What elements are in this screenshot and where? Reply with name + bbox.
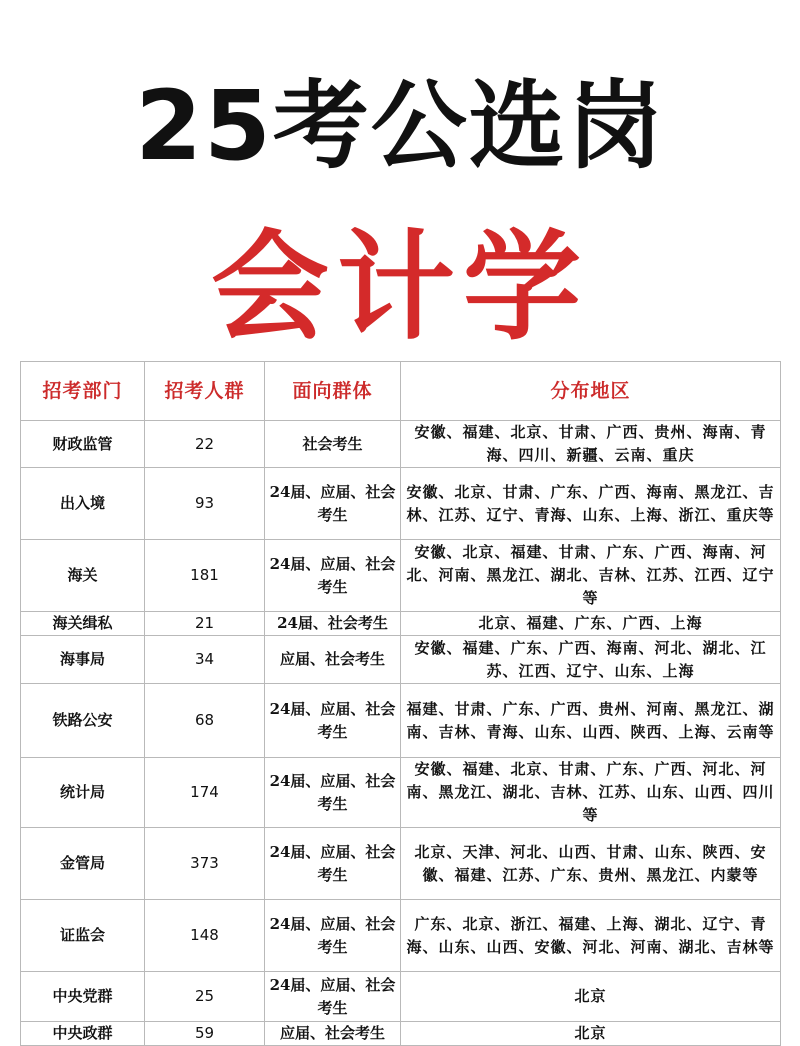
table-row (21, 684, 781, 758)
dept-cell: 中央党群 (21, 972, 145, 1022)
header-dept: 招考部门 (21, 362, 145, 421)
group-cell: 24届、应届、社会考生 (265, 468, 401, 540)
table-row (21, 468, 781, 540)
table-row (21, 1022, 781, 1046)
count-cell: 21 (145, 612, 265, 636)
header-region: 分布地区 (401, 362, 781, 421)
group-cell: 24届、应届、社会考生 (265, 540, 401, 612)
count-cell: 373 (145, 828, 265, 900)
dept-cell: 铁路公安 (21, 684, 145, 758)
dept-cell: 财政监管 (21, 421, 145, 468)
region-cell: 北京、福建、广东、广西、上海 (401, 612, 781, 636)
group-cell: 24届、社会考生 (265, 612, 401, 636)
group-cell: 24届、应届、社会考生 (265, 900, 401, 972)
dept-cell: 海关缉私 (21, 612, 145, 636)
group-cell: 社会考生 (265, 421, 401, 468)
region-cell: 北京、天津、河北、山西、甘肃、山东、陕西、安徽、福建、江苏、广东、贵州、黑龙江、内蒙等 (401, 828, 781, 900)
dept-cell: 海关 (21, 540, 145, 612)
region-cell: 安徽、福建、北京、甘肃、广东、广西、河北、河南、黑龙江、湖北、吉林、江苏、山东、山西、四川等 (401, 758, 781, 828)
count-cell: 34 (145, 636, 265, 684)
dept-cell: 统计局 (21, 758, 145, 828)
region-cell: 北京 (401, 972, 781, 1022)
region-cell: 安徽、福建、广东、广西、海南、河北、湖北、江苏、江西、辽宁、山东、上海 (401, 636, 781, 684)
page-subtitle: 会计学 (210, 218, 589, 356)
header-count: 招考人群 (145, 362, 265, 421)
table-row (21, 900, 781, 972)
group-cell: 24届、应届、社会考生 (265, 828, 401, 900)
region-cell: 安徽、北京、福建、甘肃、广东、广西、海南、河北、河南、黑龙江、湖北、吉林、江苏、江西、辽宁等 (401, 540, 781, 612)
dept-cell: 出入境 (21, 468, 145, 540)
count-cell: 59 (145, 1022, 265, 1046)
dept-cell: 海事局 (21, 636, 145, 684)
count-cell: 174 (145, 758, 265, 828)
jobs-table (20, 361, 781, 1046)
count-cell: 181 (145, 540, 265, 612)
count-cell: 93 (145, 468, 265, 540)
group-cell: 应届、社会考生 (265, 1022, 401, 1046)
region-cell: 福建、甘肃、广东、广西、贵州、河南、黑龙江、湖南、吉林、青海、山东、山西、陕西、上海、云南等 (401, 684, 781, 758)
dept-cell: 金管局 (21, 828, 145, 900)
count-cell: 148 (145, 900, 265, 972)
group-cell: 24届、应届、社会考生 (265, 972, 401, 1022)
page-title: 25考公选岗 (135, 70, 665, 182)
count-cell: 68 (145, 684, 265, 758)
header-group: 面向群体 (265, 362, 401, 421)
count-cell: 25 (145, 972, 265, 1022)
table-row (21, 758, 781, 828)
header-row (21, 362, 781, 421)
dept-cell: 中央政群 (21, 1022, 145, 1046)
region-cell: 广东、北京、浙江、福建、上海、湖北、辽宁、青海、山东、山西、安徽、河北、河南、湖北、吉林等 (401, 900, 781, 972)
dept-cell: 证监会 (21, 900, 145, 972)
table-row (21, 612, 781, 636)
table-row (21, 636, 781, 684)
table-row (21, 421, 781, 468)
group-cell: 24届、应届、社会考生 (265, 758, 401, 828)
group-cell: 应届、社会考生 (265, 636, 401, 684)
table-row (21, 972, 781, 1022)
region-cell: 安徽、北京、甘肃、广东、广西、海南、黑龙江、吉林、江苏、辽宁、青海、山东、上海、浙江、重庆等 (401, 468, 781, 540)
region-cell: 安徽、福建、北京、甘肃、广西、贵州、海南、青海、四川、新疆、云南、重庆 (401, 421, 781, 468)
region-cell: 北京 (401, 1022, 781, 1046)
count-cell: 22 (145, 421, 265, 468)
table-row (21, 828, 781, 900)
table-row (21, 540, 781, 612)
group-cell: 24届、应届、社会考生 (265, 684, 401, 758)
